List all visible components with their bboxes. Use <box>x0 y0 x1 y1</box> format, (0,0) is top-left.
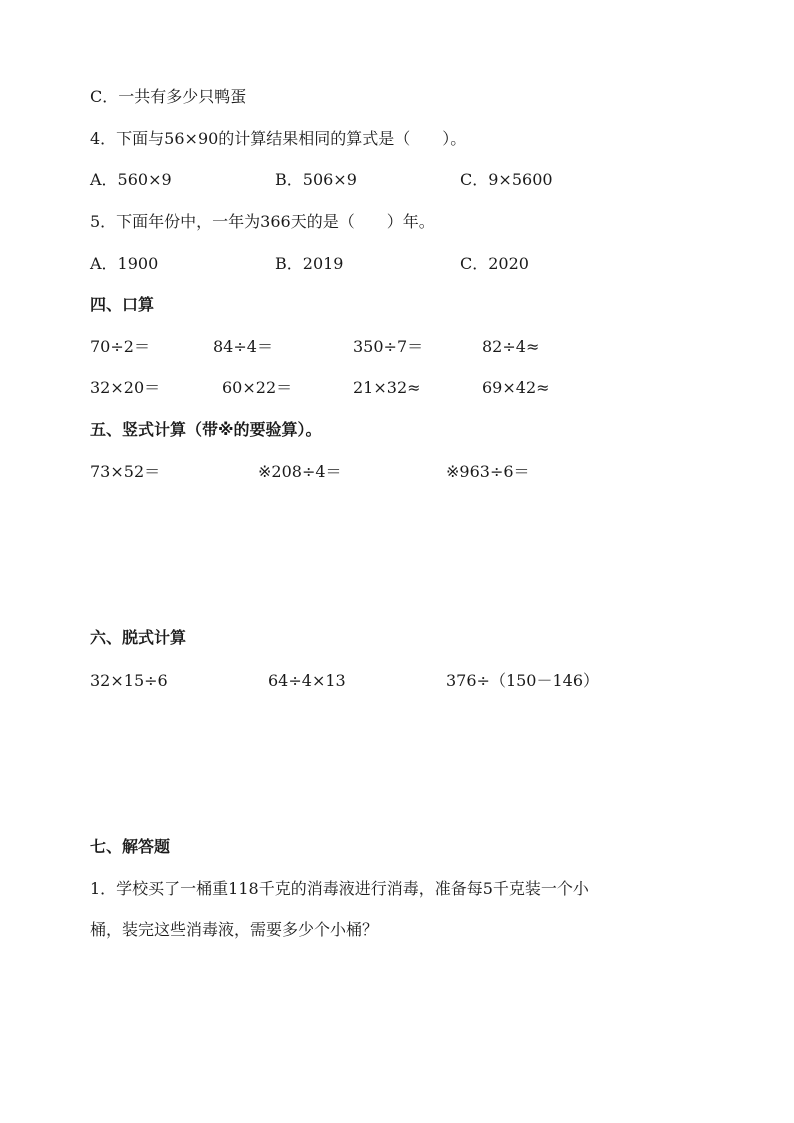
q5-stem: 5．下面年份中，一年为366天的是（ ）年。 <box>90 212 435 231</box>
q4-option-a: A．560×9 <box>90 170 172 189</box>
oral-calc-item: 70÷2＝ <box>90 337 150 356</box>
vertical-calc-item: ※963÷6＝ <box>446 462 530 481</box>
section6-title: 六、脱式计算 <box>90 628 187 647</box>
oral-calc-item: 84÷4＝ <box>213 337 273 356</box>
section4-title: 四、口算 <box>90 295 155 314</box>
q3-option-c: C．一共有多少只鸭蛋 <box>90 87 247 106</box>
vertical-calc-item: 73×52＝ <box>90 462 161 481</box>
word-problem-line2: 桶，装完这些消毒液，需要多少个小桶？ <box>90 920 379 939</box>
q4-option-b: B．506×9 <box>275 170 357 189</box>
stepwise-calc-item: 376÷（150－146） <box>446 671 600 690</box>
oral-calc-item: 32×20＝ <box>90 378 161 397</box>
section5-title: 五、竖式计算（带※的要验算）。 <box>90 420 322 439</box>
q4-option-c: C．9×5600 <box>460 170 553 189</box>
oral-calc-item: 69×42≈ <box>482 378 550 397</box>
q5-option-c: C．2020 <box>460 254 529 273</box>
vertical-calc-item: ※208÷4＝ <box>258 462 342 481</box>
q5-option-a: A．1900 <box>90 254 159 273</box>
oral-calc-item: 21×32≈ <box>353 378 421 397</box>
stepwise-calc-item: 32×15÷6 <box>90 671 168 690</box>
section7-title: 七、解答题 <box>90 837 171 856</box>
q5-option-b: B．2019 <box>275 254 344 273</box>
word-problem-line1: 1．学校买了一桶重118千克的消毒液进行消毒，准备每5千克装一个小 <box>90 879 589 898</box>
oral-calc-item: 350÷7＝ <box>353 337 424 356</box>
stepwise-calc-item: 64÷4×13 <box>268 671 346 690</box>
q4-stem: 4．下面与56×90的计算结果相同的算式是（ ）。 <box>90 129 467 148</box>
oral-calc-item: 60×22＝ <box>222 378 293 397</box>
oral-calc-item: 82÷4≈ <box>482 337 540 356</box>
